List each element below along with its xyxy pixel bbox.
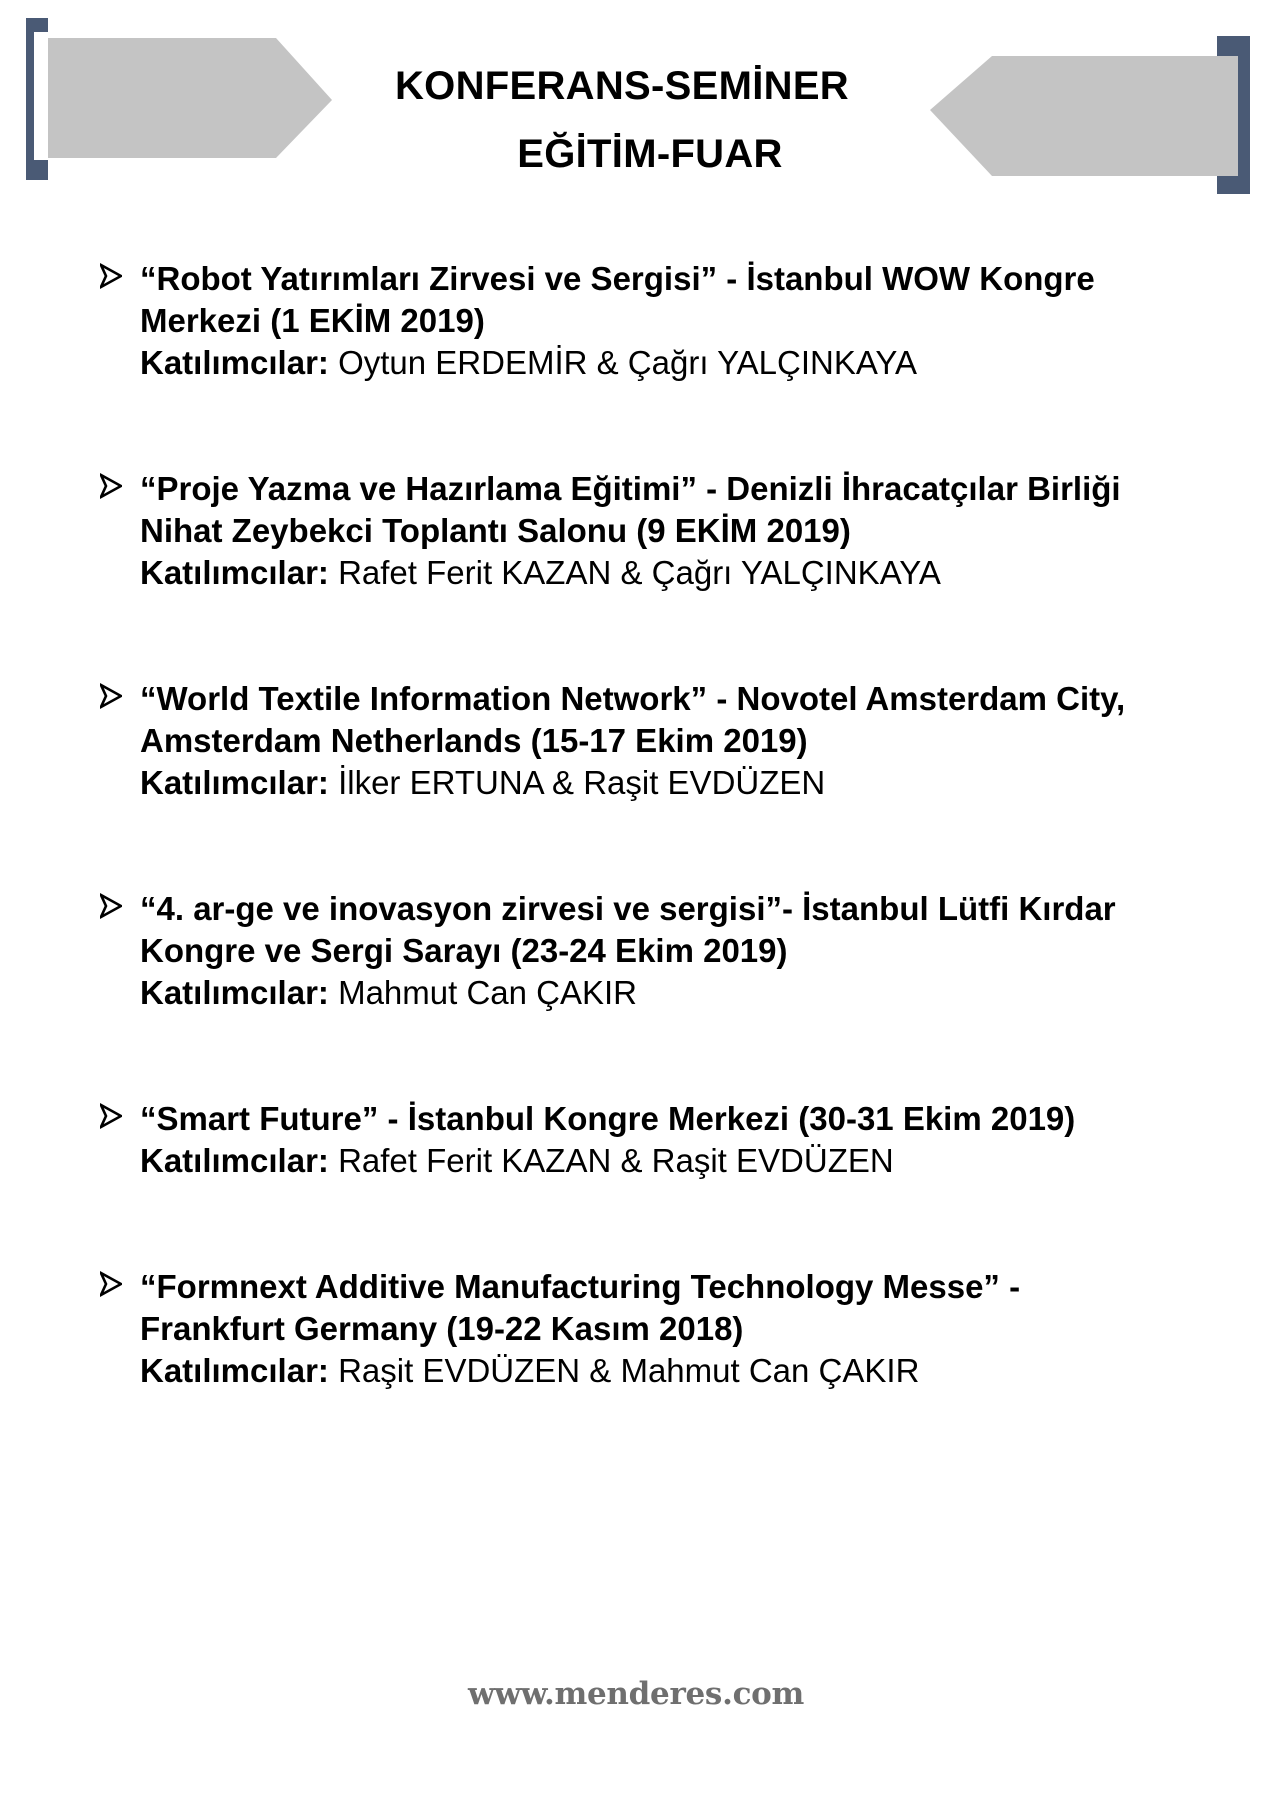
event-title: “Robot Yatırımları Zirvesi ve Sergisi” - İstanbul WOW Kongre xyxy=(140,260,1095,297)
participant-names: Oytun ERDEMİR & Çağrı YALÇINKAYA xyxy=(338,344,917,381)
event-title-cont: Amsterdam Netherlands (15-17 Ekim 2019) xyxy=(140,722,808,759)
event-item xyxy=(98,258,1208,384)
participants-label: Katılımcılar: xyxy=(140,764,329,801)
event-item xyxy=(98,888,1208,1014)
arrowhead-bullet-icon xyxy=(100,1102,122,1130)
participants-label: Katılımcılar: xyxy=(140,554,329,591)
arrowhead-bullet-icon xyxy=(100,472,122,500)
arrowhead-bullet-icon xyxy=(100,892,122,920)
participant-names: Rafet Ferit KAZAN & Çağrı YALÇINKAYA xyxy=(338,554,941,591)
event-title: “Formnext Additive Manufacturing Technology Messe” - xyxy=(140,1268,1021,1305)
event-title: “Proje Yazma ve Hazırlama Eğitimi” - Denizli İhracatçılar Birliği xyxy=(140,470,1121,507)
event-title-cont: Nihat Zeybekci Toplantı Salonu (9 EKİM 2019) xyxy=(140,512,851,549)
event-participants xyxy=(140,552,1208,594)
event-title-cont: Frankfurt Germany (19-22 Kasım 2018) xyxy=(140,1310,744,1347)
event-list xyxy=(98,258,1208,1476)
event-participants xyxy=(140,1350,1208,1392)
event-item xyxy=(98,678,1208,804)
event-title-cont: Kongre ve Sergi Sarayı (23-24 Ekim 2019) xyxy=(140,932,788,969)
event-item xyxy=(98,1266,1208,1392)
event-item xyxy=(98,1098,1208,1182)
event-participants xyxy=(140,762,1208,804)
event-participants xyxy=(140,342,1208,384)
participants-label: Katılımcılar: xyxy=(140,344,329,381)
event-title: “World Textile Information Network” - Novotel Amsterdam City, xyxy=(140,680,1126,717)
participant-names: Mahmut Can ÇAKIR xyxy=(338,974,638,1011)
arrowhead-bullet-icon xyxy=(100,1270,122,1298)
participant-names: İlker ERTUNA & Raşit EVDÜZEN xyxy=(338,764,826,801)
event-item xyxy=(98,468,1208,594)
arrowhead-bullet-icon xyxy=(100,682,122,710)
participant-names: Rafet Ferit KAZAN & Raşit EVDÜZEN xyxy=(338,1142,894,1179)
page-title-line2: EĞİTİM-FUAR xyxy=(517,132,783,176)
participants-label: Katılımcılar: xyxy=(140,1352,329,1389)
event-participants xyxy=(140,1140,1208,1182)
event-title-cont: Merkezi (1 EKİM 2019) xyxy=(140,302,485,339)
event-title: “4. ar-ge ve inovasyon zirvesi ve sergisi”- İstanbul Lütfi Kırdar xyxy=(140,890,1116,927)
participant-names: Raşit EVDÜZEN & Mahmut Can ÇAKIR xyxy=(338,1352,920,1389)
event-title: “Smart Future” - İstanbul Kongre Merkezi (30-31 Ekim 2019) xyxy=(140,1100,1076,1137)
participants-label: Katılımcılar: xyxy=(140,974,329,1011)
footer-url: www.menderes.com xyxy=(467,1676,805,1712)
participants-label: Katılımcılar: xyxy=(140,1142,329,1179)
arrowhead-bullet-icon xyxy=(100,262,122,290)
page-title-line1: KONFERANS-SEMİNER xyxy=(394,64,849,108)
event-participants xyxy=(140,972,1208,1014)
